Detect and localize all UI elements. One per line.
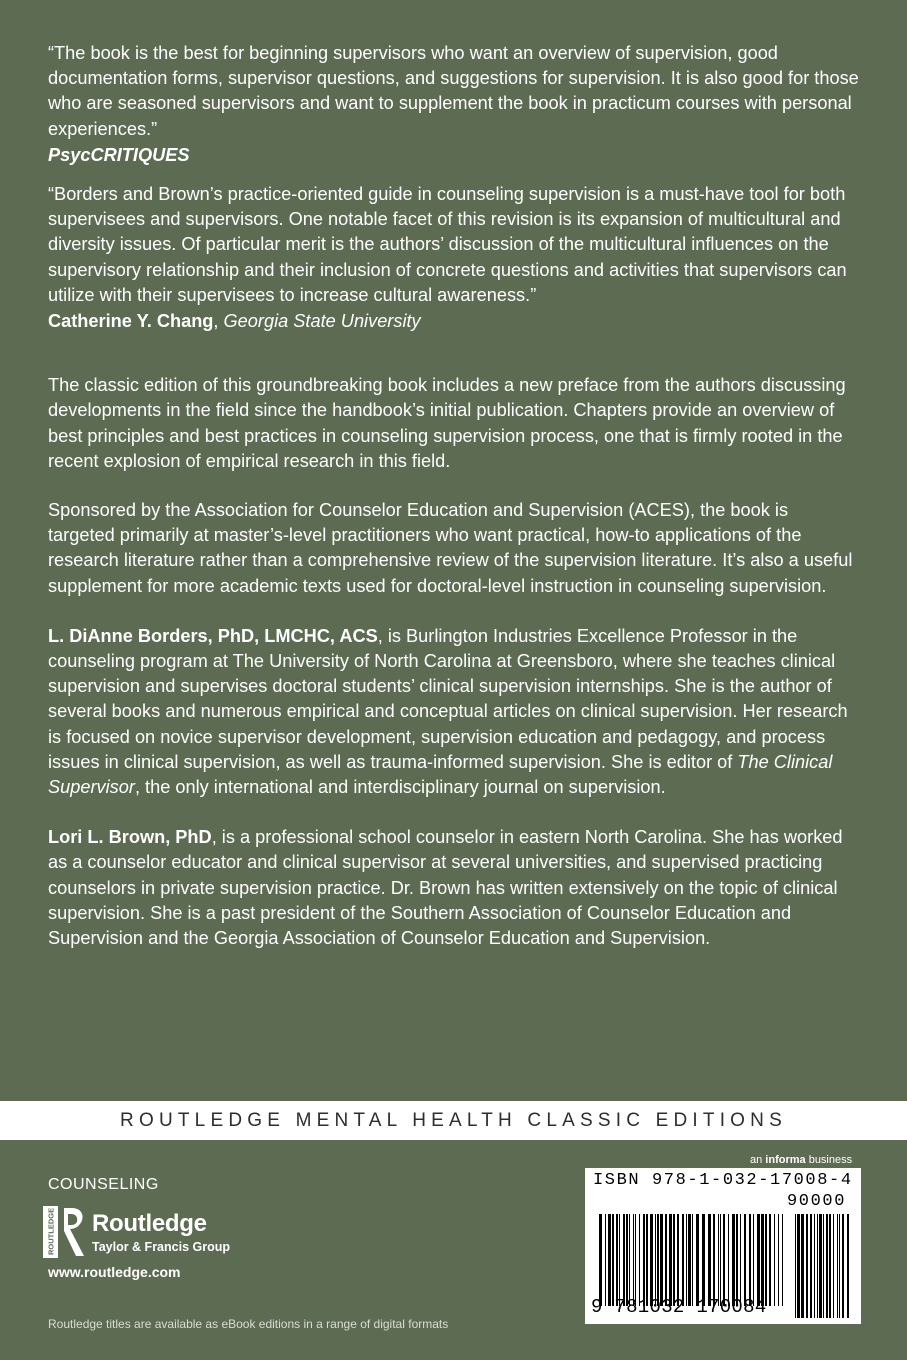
barcode-bar: [847, 1214, 849, 1318]
barcode-bar: [623, 1214, 625, 1306]
svg-text:ROUTLEDGE: ROUTLEDGE: [46, 1207, 56, 1255]
barcode-bar: [696, 1214, 699, 1306]
barcode-bar: [677, 1214, 679, 1306]
barcode-bar: [761, 1214, 764, 1306]
barcode-bar: [740, 1214, 741, 1306]
barcode-bar: [801, 1214, 804, 1318]
barcode-bar: [732, 1214, 735, 1306]
barcode-bar: [749, 1214, 751, 1306]
barcode-bar: [633, 1214, 634, 1306]
barcode-bar: [673, 1214, 675, 1306]
barcode-bar: [823, 1214, 824, 1318]
barcode-bar: [837, 1214, 838, 1318]
publisher-group: Taylor & Francis Group: [92, 1240, 230, 1254]
barcode-bar: [797, 1214, 800, 1318]
barcode-bar: [718, 1214, 719, 1306]
isbn-text: ISBN 978-1-032-17008-4: [593, 1171, 853, 1190]
review-quote-1: “The book is the best for beginning supervisors who want an overview of supervision, good documentation forms, supervisor questions, and suggestions for supervision. It is also good for those who are seasoned supervisors and want to supplement the book in practicum courses with personal experiences.”: [48, 43, 859, 139]
barcode-bar: [657, 1214, 659, 1306]
barcode-bar: [833, 1214, 834, 1318]
isbn-barcode: [585, 1168, 861, 1324]
description-paragraph-1: The classic edition of this groundbreaking book includes a new preface from the authors discussing developments in the field since the handbook’s initial publication. Chapters provide an overview of best principles and best practices in counseling supervision process, one that is firmly rooted in the recent explosion of empirical research in this field.: [48, 375, 846, 471]
subject-category: COUNSELING: [48, 1176, 159, 1193]
barcode-bar: [605, 1214, 606, 1306]
barcode-bar: [669, 1214, 672, 1306]
barcode-bar: [635, 1214, 636, 1306]
barcode-bar: [774, 1214, 775, 1306]
routledge-logo: [40, 1204, 240, 1260]
barcode-bar: [688, 1214, 691, 1306]
publisher-website: www.routledge.com: [48, 1264, 181, 1280]
barcode-bar: [713, 1214, 715, 1306]
ebook-note: Routledge titles are available as eBook editions in a range of digital formats: [48, 1317, 449, 1331]
barcode-bar: [626, 1214, 628, 1306]
barcode-bar: [608, 1214, 611, 1306]
barcode-bar: [826, 1214, 828, 1318]
author-name: L. DiAnne Borders, PhD, LMCHC, ACS: [48, 625, 378, 646]
informa-business-label: an informa business: [750, 1154, 853, 1166]
barcode-bar: [795, 1214, 796, 1318]
barcode-bar: [616, 1214, 618, 1306]
barcode-bar: [682, 1214, 684, 1306]
barcode-bar: [686, 1214, 687, 1306]
barcode-bar: [655, 1214, 656, 1306]
barcode-bar: [765, 1214, 767, 1306]
publisher-name: Routledge: [92, 1210, 207, 1237]
barcode-bar: [702, 1214, 705, 1306]
back-cover-text: [48, 41, 859, 951]
author-name: Lori L. Brown, PhD: [48, 827, 212, 848]
barcode-bar: [814, 1214, 815, 1318]
barcode-bar: [720, 1214, 721, 1306]
review-source-2: Catherine Y. Chang, Georgia State University: [48, 311, 421, 332]
author-bio-brown: Lori L. Brown, PhD, is a professional school counselor in eastern North Carolina. She has worked as a counselor educator and clinical supervisor at several universities, and supervised practicing counselors in private supervision practice. Dr. Brown has written extensively on the topic of clinical supervision. She is a past president of the Southern Association of Counselor Education and Supervision and the Georgia Association of Counselor Education and Supervision.: [48, 827, 843, 949]
barcode-bar: [810, 1214, 812, 1318]
barcode-bar: [728, 1214, 729, 1306]
ean-barcode-bars: [599, 1214, 787, 1306]
author-bio-borders: L. DiAnne Borders, PhD, LMCHC, ACS, is Burlington Industries Excellence Professor in the counseling program at The University of North Carolina at Greensboro, where she teaches clinical supervision and supervises doctoral students’ clinical supervision internships. She is the author of several books and numerous empirical and conceptual articles on clinical supervision. Her research is focused on novice supervisor development, supervision education and pedagogy, and process issues in clinical supervision, as well as trauma-informed supervision. She is editor of The Clinical Supervisor, the only international and interdisciplinary journal on supervision.: [48, 625, 848, 798]
barcode-bar: [619, 1214, 620, 1306]
barcode-bar: [665, 1214, 667, 1306]
review-quote-2: “Borders and Brown’s practice-oriented guide in counseling supervision is a must-have tool for both supervisees and supervisors. One notable facet of this revision is its expansion of multicultural and diversity issues. Of particular merit is the authors’ discussion of the multicultural influences on the supervisory relationship and their inclusion of concrete questions and activities that supervisors can utilize with their supervisees to increase cultural awareness.”: [48, 184, 847, 305]
barcode-bar: [842, 1214, 844, 1318]
barcode-bar: [829, 1214, 831, 1318]
series-title-band: ROUTLEDGE MENTAL HEALTH CLASSIC EDITIONS: [0, 1101, 907, 1140]
barcode-bar: [692, 1214, 693, 1306]
ean-digits: 9 781032 170084: [591, 1296, 767, 1318]
routledge-r-icon: [40, 1204, 88, 1260]
barcode-bar: [708, 1214, 711, 1306]
barcode-bar: [753, 1214, 754, 1306]
barcode-bar: [769, 1214, 771, 1306]
barcode-bar: [782, 1214, 783, 1306]
barcode-bar: [612, 1214, 614, 1306]
barcode-bar: [643, 1214, 645, 1306]
barcode-bar: [819, 1214, 822, 1318]
barcode-bar: [650, 1214, 653, 1306]
barcode-bar: [817, 1214, 818, 1318]
barcode-bar: [599, 1214, 602, 1306]
barcode-bar: [839, 1214, 840, 1318]
barcode-bar: [757, 1214, 760, 1306]
price-code: 90000: [787, 1192, 847, 1211]
barcode-bar: [723, 1214, 725, 1306]
journal-title: The Clinical Supervisor: [48, 751, 833, 798]
barcode-bar: [744, 1214, 746, 1306]
barcode-bar: [629, 1214, 630, 1306]
barcode-bar: [806, 1214, 808, 1318]
review-source-1: PsycCRITIQUES: [48, 144, 190, 165]
barcode-bar: [660, 1214, 663, 1306]
barcode-bar: [778, 1214, 779, 1306]
addon-barcode-bars: [795, 1214, 853, 1318]
barcode-bar: [639, 1214, 640, 1306]
barcode-bar: [646, 1214, 648, 1306]
description-paragraph-2: Sponsored by the Association for Counselor Education and Supervision (ACES), the book is targeted primarily at master’s-level practitioners who want practical, how-to applications of the research literature rather than a comprehensive review of the supervision literature. It’s also a useful supplement for more academic texts used for doctoral-level instruction in counseling supervision.: [48, 500, 853, 596]
barcode-bar: [736, 1214, 738, 1306]
